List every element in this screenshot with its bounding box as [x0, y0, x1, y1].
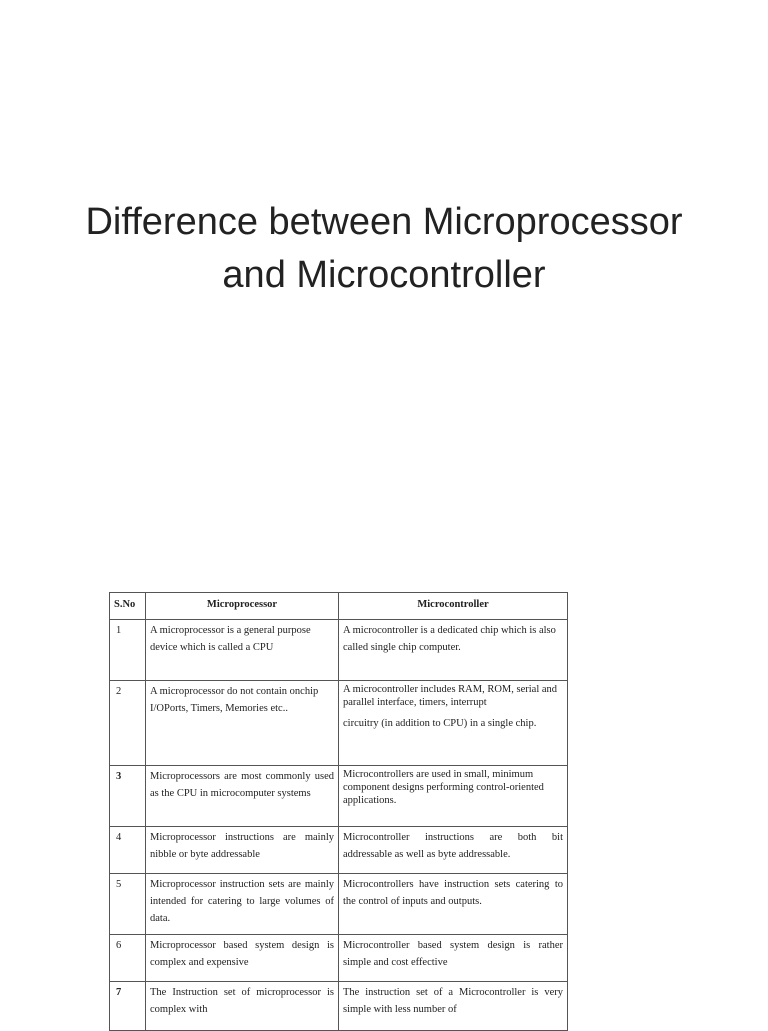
row-sno: 4: [110, 827, 146, 874]
table-row: [110, 620, 568, 681]
row-microcontroller-text-continued: circuitry (in addition to CPU) in a single chip.: [343, 718, 537, 729]
row-microcontroller-cell: Microcontroller based system design is rather simple and cost effective: [339, 935, 568, 982]
row-microprocessor-cell: Microprocessor instruction sets are mainly intended for catering to large volumes of data.: [146, 874, 339, 935]
row-microprocessor-cell: Microprocessor based system design is complex and expensive: [146, 935, 339, 982]
header-microprocessor: Microprocessor: [146, 593, 339, 620]
header-sno: S.No: [110, 593, 146, 620]
row-microprocessor-cell: The Instruction set of microprocessor is complex with: [146, 982, 339, 1031]
row-microprocessor-cell: Microprocessor instructions are mainly nibble or byte addressable: [146, 827, 339, 874]
table-row: [110, 982, 568, 1031]
slide-title-line-2: and Microcontroller: [222, 254, 546, 296]
comparison-table: [109, 592, 568, 1031]
row-microcontroller-cell: Microcontroller instructions are both bit addressable as well as byte addressable.: [339, 827, 568, 874]
table-header-row: [110, 593, 568, 620]
table-row: [110, 874, 568, 935]
table-row: [110, 766, 568, 827]
row-sno: 2: [110, 681, 146, 766]
slide-title: [0, 196, 768, 302]
row-sno: 1: [110, 620, 146, 681]
table-row: [110, 681, 568, 766]
row-microcontroller-cell: The instruction set of a Microcontroller is very simple with less number of: [339, 982, 568, 1031]
table-row: [110, 935, 568, 982]
row-microprocessor-cell: Microprocessors are most commonly used as the CPU in microcomputer systems: [146, 766, 339, 827]
row-microcontroller-cell: Microcontrollers have instruction sets catering to the control of inputs and outputs.: [339, 874, 568, 935]
row-microcontroller-cell: [339, 681, 568, 766]
row-microcontroller-cell: A microcontroller is a dedicated chip which is also called single chip computer.: [339, 620, 568, 681]
row-microprocessor-cell: A microprocessor is a general purpose device which is called a CPU: [146, 620, 339, 681]
header-microcontroller: Microcontroller: [339, 593, 568, 620]
row-sno: 6: [110, 935, 146, 982]
slide-title-line-1: Difference between Microprocessor: [85, 201, 683, 243]
row-sno: 3: [110, 766, 146, 827]
row-sno: 5: [110, 874, 146, 935]
table-row: [110, 827, 568, 874]
row-microcontroller-text: A microcontroller includes RAM, ROM, serial and parallel interface, timers, interrupt: [343, 684, 558, 708]
row-microcontroller-cell: Microcontrollers are used in small, minimum component designs performing control-oriented applications.: [339, 766, 568, 827]
row-microprocessor-cell: A microprocessor do not contain onchip I/OPorts, Timers, Memories etc..: [146, 681, 339, 766]
row-sno: 7: [110, 982, 146, 1031]
